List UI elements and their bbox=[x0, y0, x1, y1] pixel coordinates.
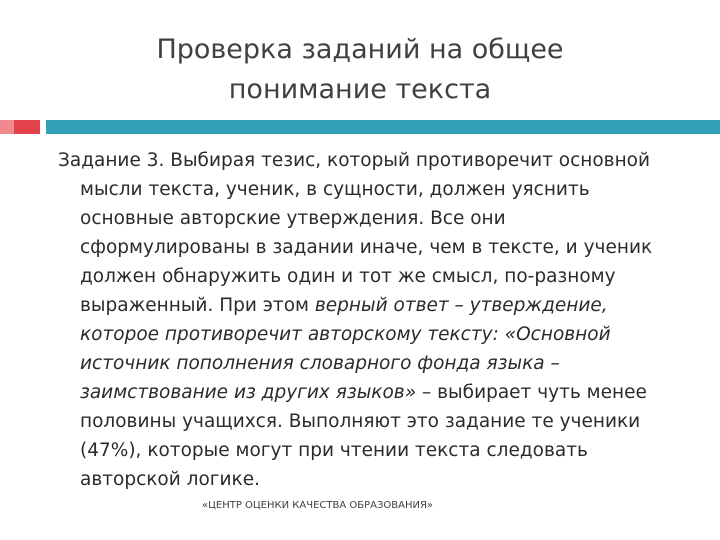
task-line-1-text: Выбирая тезис, который противоречит основной bbox=[170, 150, 651, 171]
slide-title bbox=[60, 30, 660, 110]
task-line-12: авторской логике. bbox=[80, 469, 260, 490]
task-line-7: которое противоречит авторскому тексту: «Основной bbox=[80, 324, 611, 345]
task-line-2: мысли текста, ученик, в сущности, должен уяснить bbox=[80, 179, 590, 200]
task-line-9-italic: заимствование из других языков» bbox=[80, 382, 417, 403]
slide-title-line-1: Проверка заданий на общее bbox=[156, 34, 564, 65]
task-line-9 bbox=[58, 378, 698, 407]
task-label: Задание 3. bbox=[58, 150, 165, 171]
task-text bbox=[58, 146, 698, 494]
task-line-6 bbox=[58, 291, 698, 320]
title-rule-red-light-block bbox=[0, 120, 14, 134]
title-rule-blue-bar bbox=[46, 120, 720, 134]
slide-title-line-2: понимание текста bbox=[228, 74, 492, 105]
task-line-6-plain: выраженный. При этом bbox=[80, 295, 315, 316]
task-line-5: должен обнаружить один и тот же смысл, по-разному bbox=[80, 266, 616, 287]
task-line-4: сформулированы в задании иначе, чем в тексте, и ученик bbox=[80, 237, 653, 258]
task-line-9-plain: – выбирает чуть менее bbox=[416, 382, 647, 403]
task-line-10: половины учащихся. Выполняют это задание те ученики bbox=[80, 411, 641, 432]
task-line-1 bbox=[58, 146, 698, 175]
task-line-8: источник пополнения словарного фонда языка – bbox=[80, 353, 560, 374]
task-line-11: (47%), которые могут при чтении текста следовать bbox=[80, 440, 588, 461]
task-line-6-italic: верный ответ – утверждение, bbox=[314, 295, 608, 316]
footer-organization: «ЦЕНТР ОЦЕНКИ КАЧЕСТВА ОБРАЗОВАНИЯ» bbox=[202, 500, 434, 511]
task-line-3: основные авторские утверждения. Все они bbox=[80, 208, 506, 229]
